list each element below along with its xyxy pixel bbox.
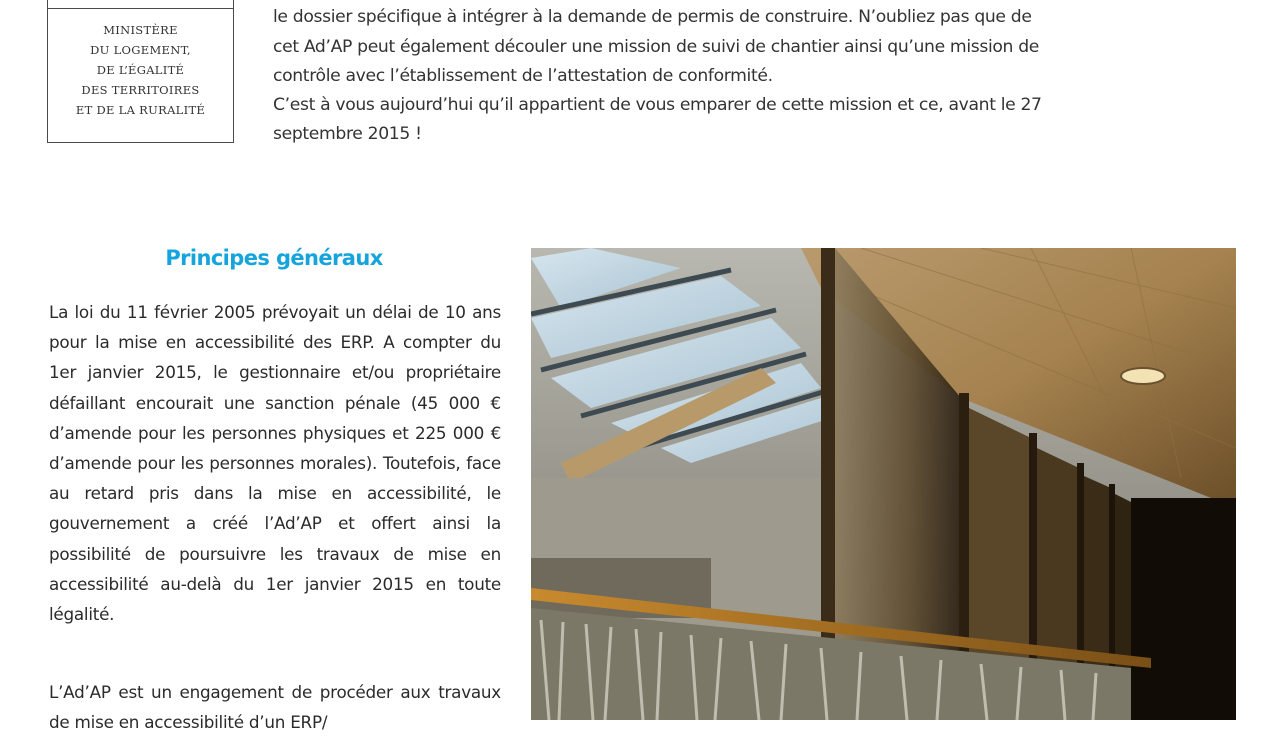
- intro-line-4: C’est à vous aujourd’hui qu’il appartient de vous emparer de cette mission et ce, avant le 27: [273, 95, 1042, 115]
- logo-line-2: DU LOGEMENT,: [90, 43, 191, 57]
- intro-line-3: contrôle avec l’établissement de l’attestation de conformité.: [273, 66, 773, 86]
- logo-line-1: MINISTÈRE: [103, 23, 178, 37]
- paragraph-adap: L’Ad’AP est un engagement de procéder aux travaux de mise en accessibilité d’un ERP/: [49, 682, 501, 733]
- section-title: Principes généraux: [165, 246, 383, 270]
- corridor-photo-illustration: [531, 248, 1236, 720]
- ministry-logo: [47, 0, 234, 143]
- intro-line-2: cet Ad’AP peut également découler une mission de suivi de chantier ainsi qu’une mission de: [273, 37, 1039, 57]
- logo-line-5: ET DE LA RURALITÉ: [75, 103, 206, 117]
- logo-line-3: DE L’ÉGALITÉ: [96, 63, 185, 77]
- logo-line-4: DES TERRITOIRES: [81, 83, 200, 97]
- paragraph-principes: La loi du 11 février 2005 prévoyait un délai de 10 ans pour la mise en accessibilité des ERP. A compter du 1er janvier 2015, le gestionnaire et/ou propriétaire défaillant encourait une sanction pénale (45 000 € d’amende pour les personnes physiques et 225 000 € d’amende pour les personnes morales). Toutefois, face au retard pris dans la mise en accessibilité, le gouvernement a créé l’Ad’AP et offert ainsi la possibilité de poursuivre les travaux de mise en accessibilité au-delà du 1er janvier 2015 en toute légalité.: [49, 302, 501, 625]
- intro-line-5: septembre 2015 !: [273, 124, 422, 144]
- intro-line-1: le dossier spécifique à intégrer à la demande de permis de construire. N’oubliez pas que de: [273, 7, 1032, 27]
- corridor-photo: [531, 248, 1236, 720]
- logo-divider: [47, 0, 234, 9]
